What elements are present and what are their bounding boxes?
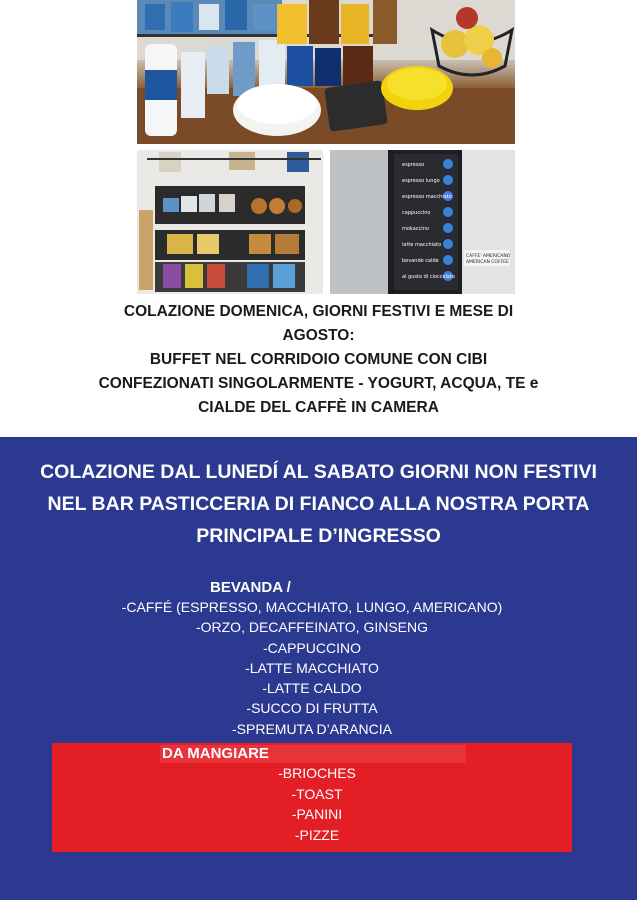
list-item: -ORZO, DECAFFEINATO, GINSENG <box>195 619 429 636</box>
svg-text:latte macchiato: latte macchiato <box>402 242 442 248</box>
snack-rack-illustration <box>137 150 323 294</box>
snack-rack-photo <box>137 150 323 294</box>
notice-line: AGOSTO: <box>282 327 355 344</box>
list-item: -CAPPUCCINO <box>262 639 361 656</box>
title-line: PRINCIPALE D’INGRESSO <box>196 525 441 547</box>
drinks-heading: BEVANDA / <box>210 579 291 596</box>
list-item: -SPREMUTA D’ARANCIA <box>232 720 392 737</box>
snacks-illustration <box>137 0 515 144</box>
svg-text:bevande calde: bevande calde <box>402 258 439 264</box>
food-heading: DA MANGIARE <box>162 745 269 762</box>
svg-text:AMERICAN COFFEE: AMERICAN COFFEE <box>466 260 509 265</box>
notice-line: COLAZIONE DOMENICA, GIORNI FESTIVI E MESE DI <box>123 303 514 320</box>
list-item: -PANINI <box>291 806 343 822</box>
list-item: -SUCCO DI FRUTTA <box>246 700 378 717</box>
list-item: -CAFFÉ (ESPRESSO, MACCHIATO, LUNGO, AMERICANO) <box>121 599 503 615</box>
title-line: NEL BAR PASTICCERIA DI FIANCO ALLA NOSTRA PORTA <box>47 493 590 515</box>
holiday-breakfast-notice <box>0 300 637 420</box>
notice-line: CIALDE DEL CAFFÈ IN CAMERA <box>198 399 439 416</box>
list-item: -LATTE CALDO <box>262 680 362 697</box>
svg-text:CAFFE' AMERICANO: CAFFE' AMERICANO <box>466 254 511 259</box>
svg-text:espresso: espresso <box>402 162 425 168</box>
list-item: -LATTE MACCHIATO <box>245 659 379 676</box>
list-item: -TOAST <box>291 785 343 802</box>
coffee-machine-photo <box>330 150 515 294</box>
notice-line: CONFEZIONATI SINGOLARMENTE - YOGURT, ACQUA, TE e <box>98 375 539 392</box>
notice-line: BUFFET NEL CORRIDOIO COMUNE CON CIBI <box>149 351 488 368</box>
food-list <box>52 763 582 845</box>
svg-text:espresso lungo: espresso lungo <box>402 178 440 184</box>
title-line: COLAZIONE DAL LUNEDÍ AL SABATO GIORNI NON FESTIVI <box>40 461 597 483</box>
weekday-breakfast-title <box>0 456 637 552</box>
list-item: -BRIOCHES <box>278 765 356 781</box>
list-item: -PIZZE <box>294 826 340 843</box>
coffee-machine-illustration <box>330 150 515 294</box>
breakfast-snacks-photo <box>137 0 515 144</box>
svg-text:mokaccino: mokaccino <box>402 226 429 232</box>
svg-text:espresso macchiato: espresso macchiato <box>402 194 452 200</box>
svg-text:al gusto di cioccolato: al gusto di cioccolato <box>402 274 455 280</box>
drinks-list <box>52 597 572 739</box>
svg-text:cappuccino: cappuccino <box>402 210 431 216</box>
